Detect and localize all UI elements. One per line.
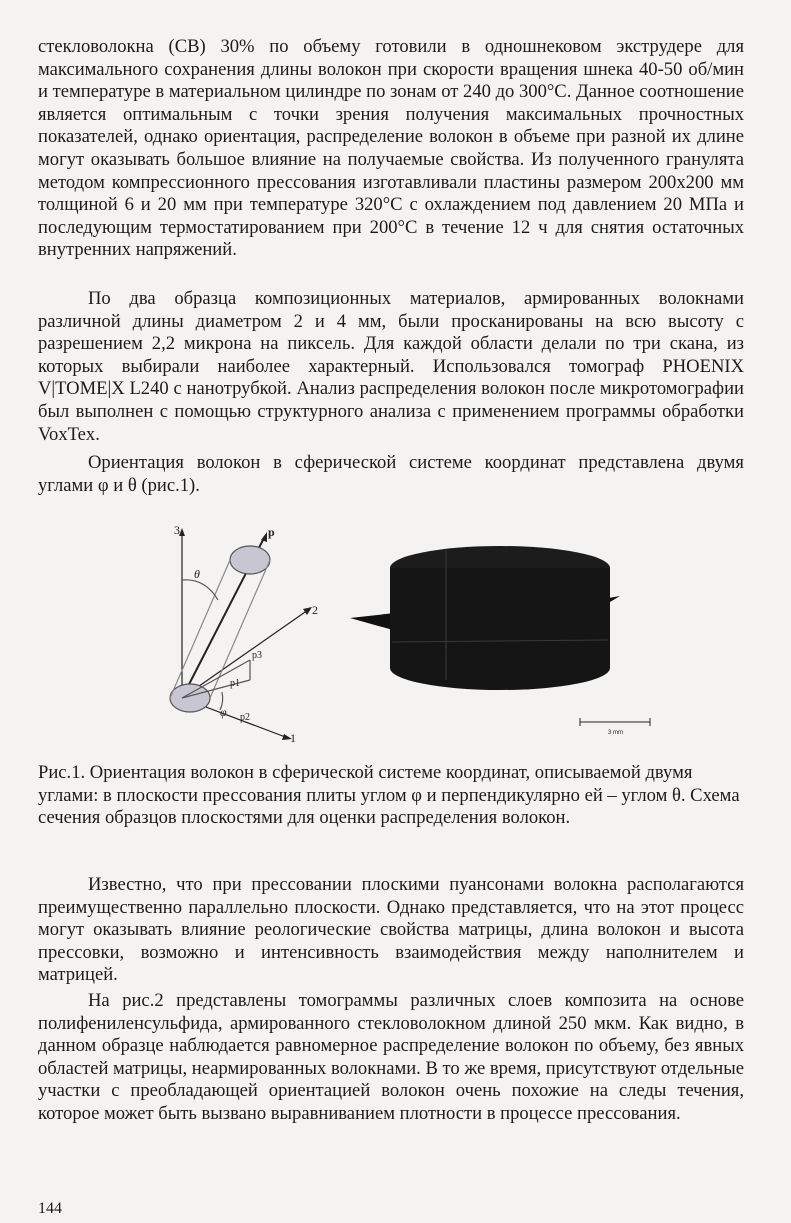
paragraph-4: Известно, что при прессовании плоскими пуансонами волокна располагаются преимущественно параллельно плоскости. Однако представляется, что на этот процесс могут оказывать влияние реологические свойства матрицы, длина волокон и высота прессовки, возможно и интенсивность взаимодействия между наполнителем и матрицей. — [38, 874, 744, 986]
caption-text: Ориентация волокон в сферической системе координат, описываемой двумя углами: в плоскости прессования плиты углом φ и перпендикулярно ей – углом θ. Схема сечения образцов плоскостями для оценки распределения волокон. — [38, 762, 740, 829]
label-p3: p3 — [252, 650, 262, 661]
cylinder-bottom — [170, 684, 210, 712]
label-axis-2: 2 — [312, 603, 318, 617]
paragraph-5: На рис.2 представлены томограммы различных слоев композита на основе полифениленсульфида, армированного стекловолокном длиной 250 мкм. Как видно, в данном образце наблюдается равномерное распределение волокон по объему, без явных областей матрицы, неармированных волокнами. В то же время, присутствуют отдельные участки с преобладающей ориентацией волокон очень похожие на следы течения, которое может быть вызвано выравниванием плотности в процессе прессования. — [38, 990, 744, 1124]
paragraph-3: Ориентация волокон в сферической системе координат представлена двумя углами φ и θ (рис.1). — [38, 452, 744, 496]
label-p1: p1 — [230, 678, 240, 689]
cylinder-top — [230, 546, 270, 574]
label-p2: p2 — [240, 712, 250, 723]
figure-1 — [160, 520, 680, 760]
label-p: p — [268, 525, 275, 539]
scale-bar — [580, 718, 650, 736]
coordinate-diagram — [170, 528, 312, 740]
paragraph-1: стекловолокна (СВ) 30% по объему готовили в одношнековом экструдере для максимального сохранения длины волокон при скорости вращения шнека 40-50 об/мин и температуре в материальном цилиндре по зонам от 240 до 300°С. Данное соотношение является оптимальным с точки зрения получения максимальных прочностных показателей, однако ориентация, распределение волокон в объеме при разной их длине могут оказывать большое влияние на получаемые свойства. Из полученного гранулята методом компрессионного прессования изготавливали пластины размером 200х200 мм толщиной 6 и 20 мм при температуре 320°С с охлаждением под давлением 20 МПа и последующим термостатированием при 200°С в течение 12 ч для снятия остаточных внутренних напряжений. — [38, 36, 744, 261]
label-axis-1: 1 — [290, 731, 296, 745]
caption-lead: Рис.1. — [38, 762, 86, 783]
label-axis-3: 3 — [174, 523, 180, 537]
scale-label: 3 mm — [608, 730, 623, 736]
sample-tomogram — [350, 532, 680, 690]
label-phi: φ — [220, 705, 227, 719]
page-number: 144 — [38, 1200, 62, 1217]
axis-2 — [182, 610, 308, 698]
paragraph-2: По два образца композиционных материалов, армированных волокнами различной длины диаметром 2 и 4 мм, были просканированы на всю высоту с разрешением 2,2 микрона на пиксель. Для каждой области делали по три скана, из которых выбирали наиболее характерный. Использовался томограф PHOENIX V|TOME|X L240 с нанотрубкой. Анализ распределения волокон после микротомографии был выполнен с помощью структурного анализа с применением программы обработки VoxTex. — [38, 288, 744, 445]
figure-caption — [38, 762, 744, 830]
figure-1-graphic — [160, 520, 680, 760]
label-theta: θ — [194, 567, 200, 581]
